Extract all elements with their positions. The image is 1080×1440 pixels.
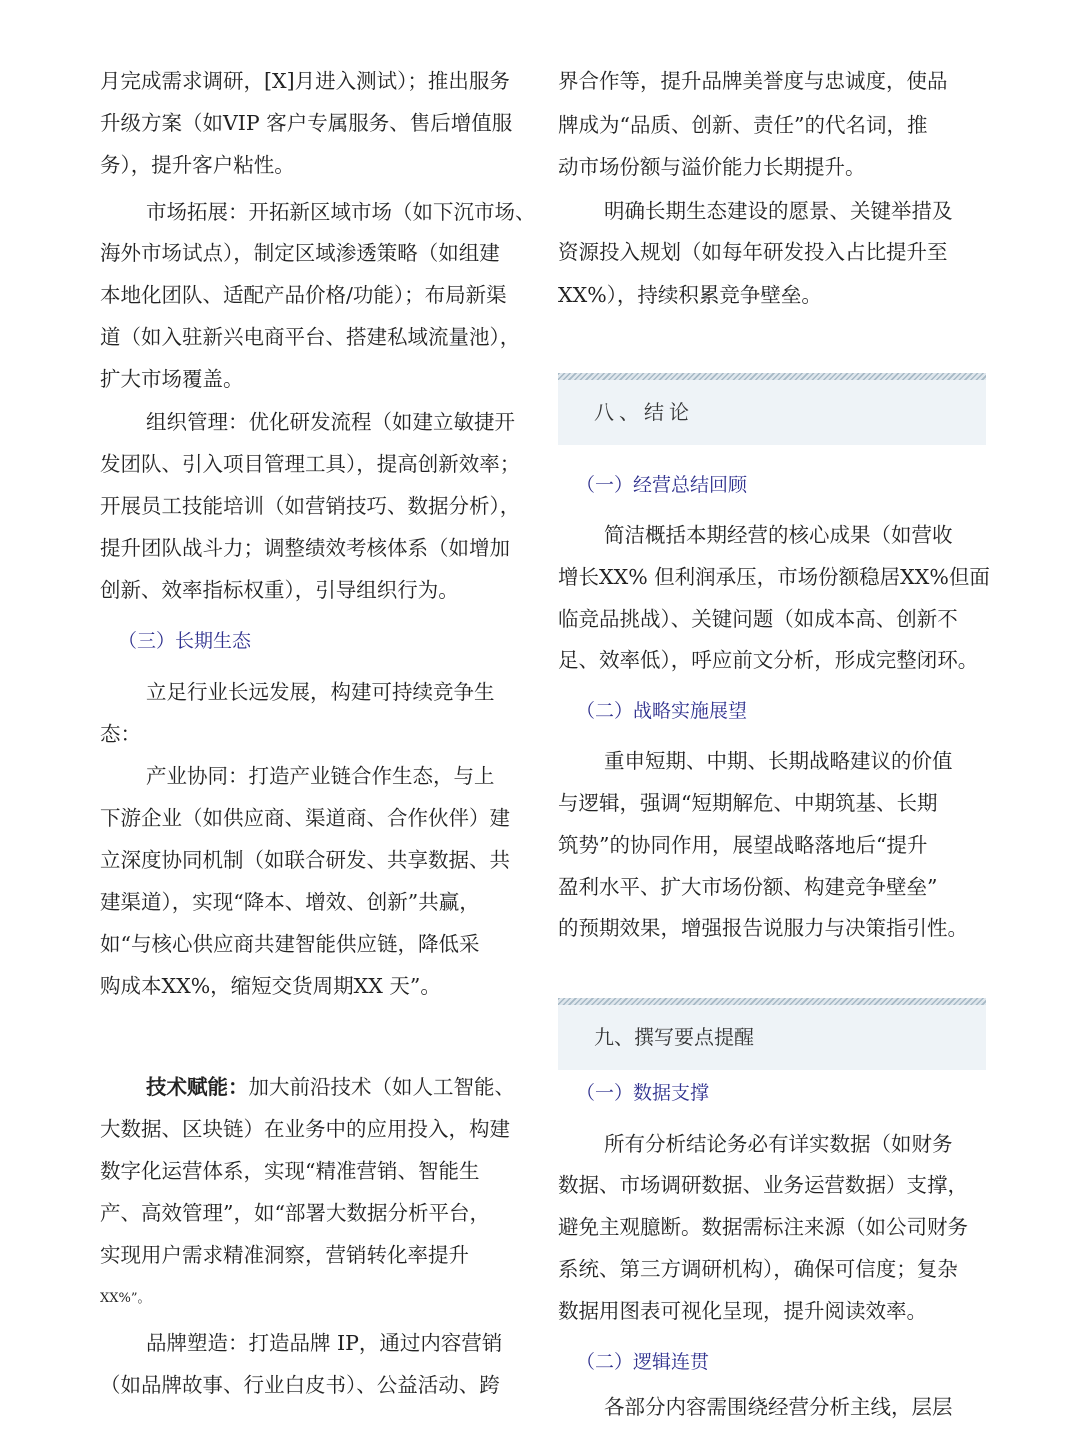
body-line: 海外市场试点），制定区域渗透策略（如组建 [100, 241, 500, 265]
body-line: 市场拓展：开拓新区域市场（如下沉市场、 [146, 200, 536, 224]
body-line: 扩大市场覆盖。 [100, 367, 244, 391]
tech-empowerment-label: 技术赋能： [146, 1075, 249, 1099]
body-line: 提升团队战斗力；调整绩效考核体系（如增加 [100, 536, 510, 560]
body-line: 界合作等，提升品牌美誉度与忠诚度，使品 [558, 69, 948, 93]
section-header-stripe [558, 998, 986, 1005]
section-title-conclusion: 八、结论 [594, 400, 694, 424]
body-line: 筑势”的协同作用，展望战略落地后“提升 [558, 833, 928, 857]
body-line: 盈利水平、扩大市场份额、构建竞争壁垒” [558, 875, 938, 899]
body-line: 组织管理：优化研发流程（如建立敏捷开 [146, 410, 515, 434]
body-line: 升级方案（如VIP 客户专属服务、售后增值服 [100, 111, 513, 135]
subheading-long-term-ecology: （三）长期生态 [118, 630, 252, 652]
subheading-strategy-outlook: （二）战略实施展望 [576, 700, 748, 722]
body-line: 所有分析结论务必有详实数据（如财务 [604, 1132, 953, 1156]
section-title-writing-tips: 九、撰写要点提醒 [594, 1025, 754, 1049]
body-line: 月完成需求调研，[X]月进入测试）；推出服务 [100, 69, 510, 93]
body-line: 实现用户需求精准洞察，营销转化率提升 [100, 1243, 469, 1267]
body-line: 数据、市场调研数据、业务运营数据）支撑， [558, 1173, 968, 1197]
body-line: 与逻辑，强调“短期解危、中期筑基、长期 [558, 791, 938, 815]
subheading-logical-coherence: （二）逻辑连贯 [576, 1351, 710, 1373]
body-line: 立深度协同机制（如联合研发、共享数据、共 [100, 848, 510, 872]
body-line: 本地化团队、适配产品价格/功能）；布局新渠 [100, 283, 507, 307]
body-line: 创新、效率指标权重），引导组织行为。 [100, 578, 459, 602]
body-line: 足、效率低），呼应前文分析，形成完整闭环。 [558, 648, 979, 672]
body-line: （如品牌故事、行业白皮书）、公益活动、跨 [100, 1373, 500, 1397]
body-line: 临竞品挑战）、关键问题（如成本高、创新不 [558, 607, 958, 631]
body-line: 道（如入驻新兴电商平台、搭建私域流量池）， [100, 325, 521, 349]
subheading-data-support: （一）数据支撑 [576, 1082, 710, 1104]
body-line: 数据用图表可视化呈现，提升阅读效率。 [558, 1299, 927, 1323]
body-line-tech [146, 1072, 515, 1102]
body-line: 增长XX% 但利润承压，市场份额稳居XX%但面 [558, 565, 990, 589]
body-line: XX%），持续积累竞争壁垒。 [558, 283, 822, 307]
body-line: 下游企业（如供应商、渠道商、合作伙伴）建 [100, 806, 510, 830]
body-line: XX%”。 [100, 1291, 151, 1306]
body-line: 态： [100, 722, 141, 746]
body-line: 数字化运营体系，实现“精准营销、智能生 [100, 1159, 480, 1183]
body-line: 开展员工技能培训（如营销技巧、数据分析）， [100, 494, 521, 518]
body-line: 动市场份额与溢价能力长期提升。 [558, 155, 866, 179]
body-line: 重申短期、中期、长期战略建议的价值 [604, 749, 953, 773]
body-line-text: 加大前沿技术（如人工智能、 [248, 1075, 515, 1099]
body-line: 建渠道），实现“降本、增效、创新”共赢， [100, 890, 480, 914]
body-line: 避免主观臆断。数据需标注来源（如公司财务 [558, 1215, 968, 1239]
section-header-writing-tips [558, 998, 986, 1070]
body-line: 务），提升客户粘性。 [100, 153, 295, 177]
body-line: 品牌塑造：打造品牌 IP，通过内容营销 [146, 1331, 503, 1355]
section-header-stripe [558, 373, 986, 380]
body-line: 如“与核心供应商共建智能供应链，降低采 [100, 932, 480, 956]
body-line: 发团队、引入项目管理工具），提高创新效率； [100, 452, 521, 476]
body-line: 产、高效管理”，如“部署大数据分析平台， [100, 1201, 490, 1225]
body-line: 各部分内容需围绕经营分析主线，层层 [604, 1395, 953, 1419]
body-line: 立足行业长远发展，构建可持续竞争生 [146, 680, 495, 704]
subheading-business-summary: （一）经营总结回顾 [576, 474, 748, 496]
body-line: 简洁概括本期经营的核心成果（如营收 [604, 523, 953, 547]
body-line: 大数据、区块链）在业务中的应用投入，构建 [100, 1117, 510, 1141]
body-line: 资源投入规划（如每年研发投入占比提升至 [558, 240, 948, 264]
body-line: 系统、第三方调研机构），确保可信度；复杂 [558, 1257, 958, 1281]
section-header-conclusion [558, 373, 986, 445]
body-line: 明确长期生态建设的愿景、关键举措及 [604, 199, 953, 223]
body-line: 的预期效果，增强报告说服力与决策指引性。 [558, 916, 968, 940]
body-line: 产业协同：打造产业链合作生态，与上 [146, 764, 495, 788]
body-line: 牌成为“品质、创新、责任”的代名词，推 [558, 113, 928, 137]
body-line: 购成本XX%，缩短交货周期XX 天”。 [100, 974, 441, 998]
